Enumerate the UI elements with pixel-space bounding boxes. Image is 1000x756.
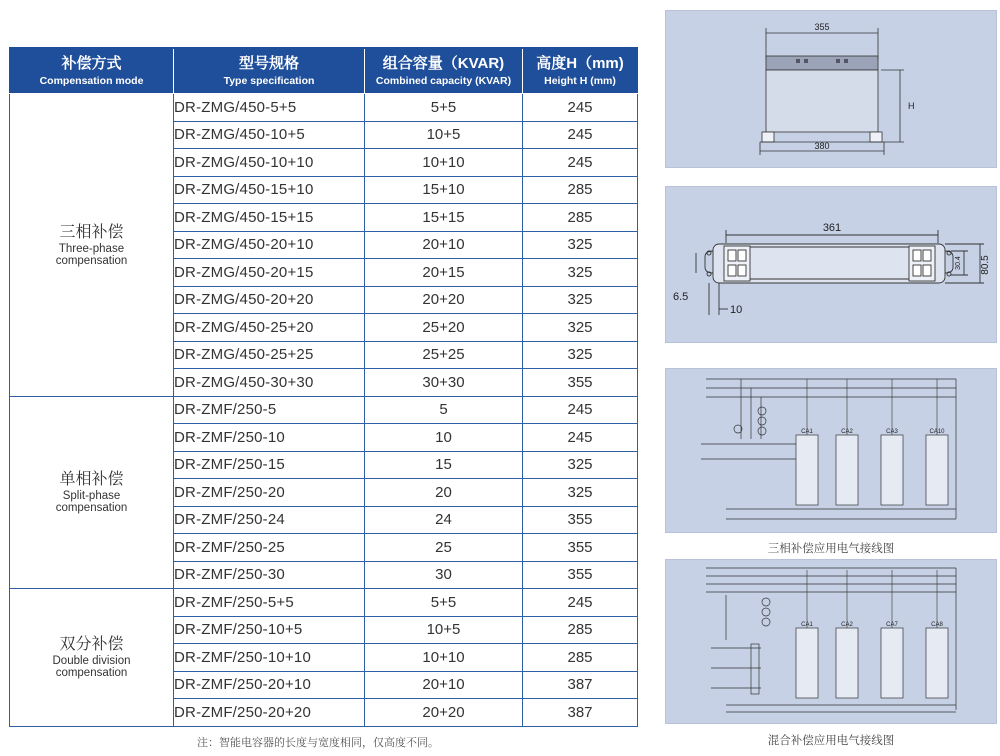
height-cell: 387	[523, 699, 638, 727]
compensation-mode-cell	[10, 396, 174, 589]
capacity-cell: 20+20	[365, 699, 523, 727]
model-cell: DR-ZMG/450-15+15	[174, 204, 365, 232]
mount-ear-left	[705, 251, 713, 273]
capacity-cell: 25	[365, 534, 523, 562]
dim-hole-label: 6.5	[673, 291, 689, 303]
height-cell: 325	[523, 451, 638, 479]
unit-label: CA7	[886, 622, 898, 628]
front-view-svg	[666, 11, 998, 169]
capacity-cell: 20+10	[365, 671, 523, 699]
mode-en: compensation	[55, 667, 128, 680]
height-cell: 325	[523, 479, 638, 507]
model-cell: DR-ZMF/250-10+5	[174, 616, 365, 644]
mode-en: Double division	[52, 655, 131, 668]
mount-ear-right	[945, 251, 953, 273]
height-cell: 245	[523, 149, 638, 177]
mixed-wiring-diagram	[665, 559, 997, 724]
height-cell: 285	[523, 616, 638, 644]
table-row	[10, 589, 638, 617]
top-view-svg	[666, 187, 998, 344]
table-header-row	[10, 48, 638, 94]
model-cell: DR-ZMG/450-10+5	[174, 121, 365, 149]
height-cell: 325	[523, 231, 638, 259]
header-en: Compensation mode	[39, 75, 144, 87]
table-body	[10, 94, 638, 727]
capacitor-unit	[836, 435, 858, 505]
unit-label: CA1	[801, 622, 813, 628]
foot-right	[870, 132, 882, 142]
capacitor-unit	[836, 628, 858, 698]
front-view-drawing	[665, 10, 997, 168]
model-cell: DR-ZMG/450-15+10	[174, 176, 365, 204]
height-cell: 245	[523, 121, 638, 149]
height-cell: 285	[523, 176, 638, 204]
capacity-cell: 10+5	[365, 121, 523, 149]
caption-mixed: 混合补偿应用电气接线图	[767, 735, 895, 747]
header-type-spec	[174, 48, 365, 94]
capacity-cell: 20+10	[365, 231, 523, 259]
model-cell: DR-ZMF/250-10+10	[174, 644, 365, 672]
compensation-mode-cell	[10, 589, 174, 727]
height-cell: 325	[523, 341, 638, 369]
capacity-cell: 25+25	[365, 341, 523, 369]
height-cell: 355	[523, 534, 638, 562]
height-cell: 355	[523, 506, 638, 534]
mode-cn: 双分补偿	[59, 636, 124, 654]
height-cell: 245	[523, 424, 638, 452]
model-cell: DR-ZMF/250-5+5	[174, 589, 365, 617]
capacity-cell: 5	[365, 396, 523, 424]
model-cell: DR-ZMF/250-10	[174, 424, 365, 452]
top-view-drawing	[665, 186, 997, 343]
model-cell: DR-ZMF/250-5	[174, 396, 365, 424]
compensation-mode-cell	[10, 94, 174, 397]
case-body	[766, 70, 878, 132]
model-cell: DR-ZMG/450-5+5	[174, 94, 365, 122]
header-compensation-mode	[10, 48, 174, 94]
capacity-cell: 10	[365, 424, 523, 452]
capacity-cell: 10+10	[365, 149, 523, 177]
capacity-cell: 5+5	[365, 94, 523, 122]
spec-table	[9, 47, 638, 727]
wiring-3p-svg	[666, 369, 998, 534]
height-cell: 245	[523, 589, 638, 617]
capacity-cell: 25+20	[365, 314, 523, 342]
capacitor-unit	[796, 435, 818, 505]
model-cell: DR-ZMG/450-25+20	[174, 314, 365, 342]
model-cell: DR-ZMF/250-15	[174, 451, 365, 479]
height-cell: 355	[523, 369, 638, 397]
header-en: Type specification	[223, 75, 315, 87]
height-cell: 245	[523, 94, 638, 122]
case-top	[766, 56, 878, 70]
mode-cn: 三相补偿	[59, 223, 124, 241]
unit-label: CA8	[931, 622, 943, 628]
header-en: Combined capacity (KVAR)	[375, 75, 512, 87]
unit-label: CA3	[886, 429, 898, 435]
capacitor-unit	[881, 435, 903, 505]
header-cn: 补偿方式	[61, 55, 122, 72]
mode-en: compensation	[55, 254, 128, 267]
unit-label: CA10	[929, 429, 945, 435]
capacity-cell: 20	[365, 479, 523, 507]
header-height	[523, 48, 638, 94]
height-cell: 325	[523, 314, 638, 342]
dim-length-label: 361	[822, 222, 842, 234]
mode-cn: 单相补偿	[59, 471, 124, 489]
dim-top-label: 355	[814, 22, 830, 32]
capacitor-unit	[796, 628, 818, 698]
capacity-cell: 5+5	[365, 589, 523, 617]
mode-en: Three-phase	[58, 242, 125, 255]
header-cn: 高度H（mm)	[536, 55, 624, 72]
height-cell: 325	[523, 286, 638, 314]
three-phase-wiring-diagram	[665, 368, 997, 533]
capacity-cell: 15+15	[365, 204, 523, 232]
model-cell: DR-ZMG/450-25+25	[174, 341, 365, 369]
capacitor-unit	[926, 435, 948, 505]
unit-label: CA1	[801, 429, 813, 435]
model-cell: DR-ZMF/250-30	[174, 561, 365, 589]
dim-offset-label: 10	[730, 304, 743, 316]
capacitor-units	[796, 570, 948, 698]
footnote: 注：智能电容器的长度与宽度相同，仅高度不同。	[197, 737, 439, 749]
model-cell: DR-ZMG/450-20+10	[174, 231, 365, 259]
caption-three-phase: 三相补偿应用电气接线图	[767, 543, 895, 555]
wiring-mix-svg	[666, 560, 998, 725]
foot-left	[762, 132, 774, 142]
model-cell: DR-ZMG/450-30+30	[174, 369, 365, 397]
capacitor-units	[796, 379, 948, 505]
height-cell: 325	[523, 259, 638, 287]
model-cell: DR-ZMG/450-20+20	[174, 286, 365, 314]
capacity-cell: 15	[365, 451, 523, 479]
capacity-cell: 24	[365, 506, 523, 534]
dim-width-label: 80.5	[980, 255, 991, 275]
height-cell: 285	[523, 204, 638, 232]
capacitor-unit	[881, 628, 903, 698]
header-en: Height H (mm)	[544, 75, 616, 87]
header-cn: 型号规格	[238, 55, 299, 72]
capacity-cell: 30+30	[365, 369, 523, 397]
mode-en: Split-phase	[62, 490, 121, 503]
unit-label: CA2	[841, 622, 853, 628]
model-cell: DR-ZMF/250-20+10	[174, 671, 365, 699]
capacity-cell: 10+5	[365, 616, 523, 644]
height-cell: 285	[523, 644, 638, 672]
capacity-cell: 30	[365, 561, 523, 589]
capacity-cell: 15+10	[365, 176, 523, 204]
dim-bottom-label: 380	[814, 141, 830, 151]
model-cell: DR-ZMG/450-20+15	[174, 259, 365, 287]
header-capacity	[365, 48, 523, 94]
height-cell: 245	[523, 396, 638, 424]
height-cell: 387	[523, 671, 638, 699]
table-row	[10, 94, 638, 122]
model-cell: DR-ZMF/250-24	[174, 506, 365, 534]
mode-en: compensation	[55, 502, 128, 515]
capacity-cell: 20+20	[365, 286, 523, 314]
height-cell: 355	[523, 561, 638, 589]
model-cell: DR-ZMF/250-20+20	[174, 699, 365, 727]
model-cell: DR-ZMF/250-25	[174, 534, 365, 562]
capacity-cell: 10+10	[365, 644, 523, 672]
unit-label: CA2	[841, 429, 853, 435]
dim-height-label: H	[908, 101, 915, 111]
header-cn: 组合容量（KVAR)	[382, 55, 505, 72]
capacitor-unit	[926, 628, 948, 698]
model-cell: DR-ZMF/250-20	[174, 479, 365, 507]
dim-inner-label: 30.4	[955, 256, 962, 270]
table-row	[10, 396, 638, 424]
capacity-cell: 20+15	[365, 259, 523, 287]
model-cell: DR-ZMG/450-10+10	[174, 149, 365, 177]
